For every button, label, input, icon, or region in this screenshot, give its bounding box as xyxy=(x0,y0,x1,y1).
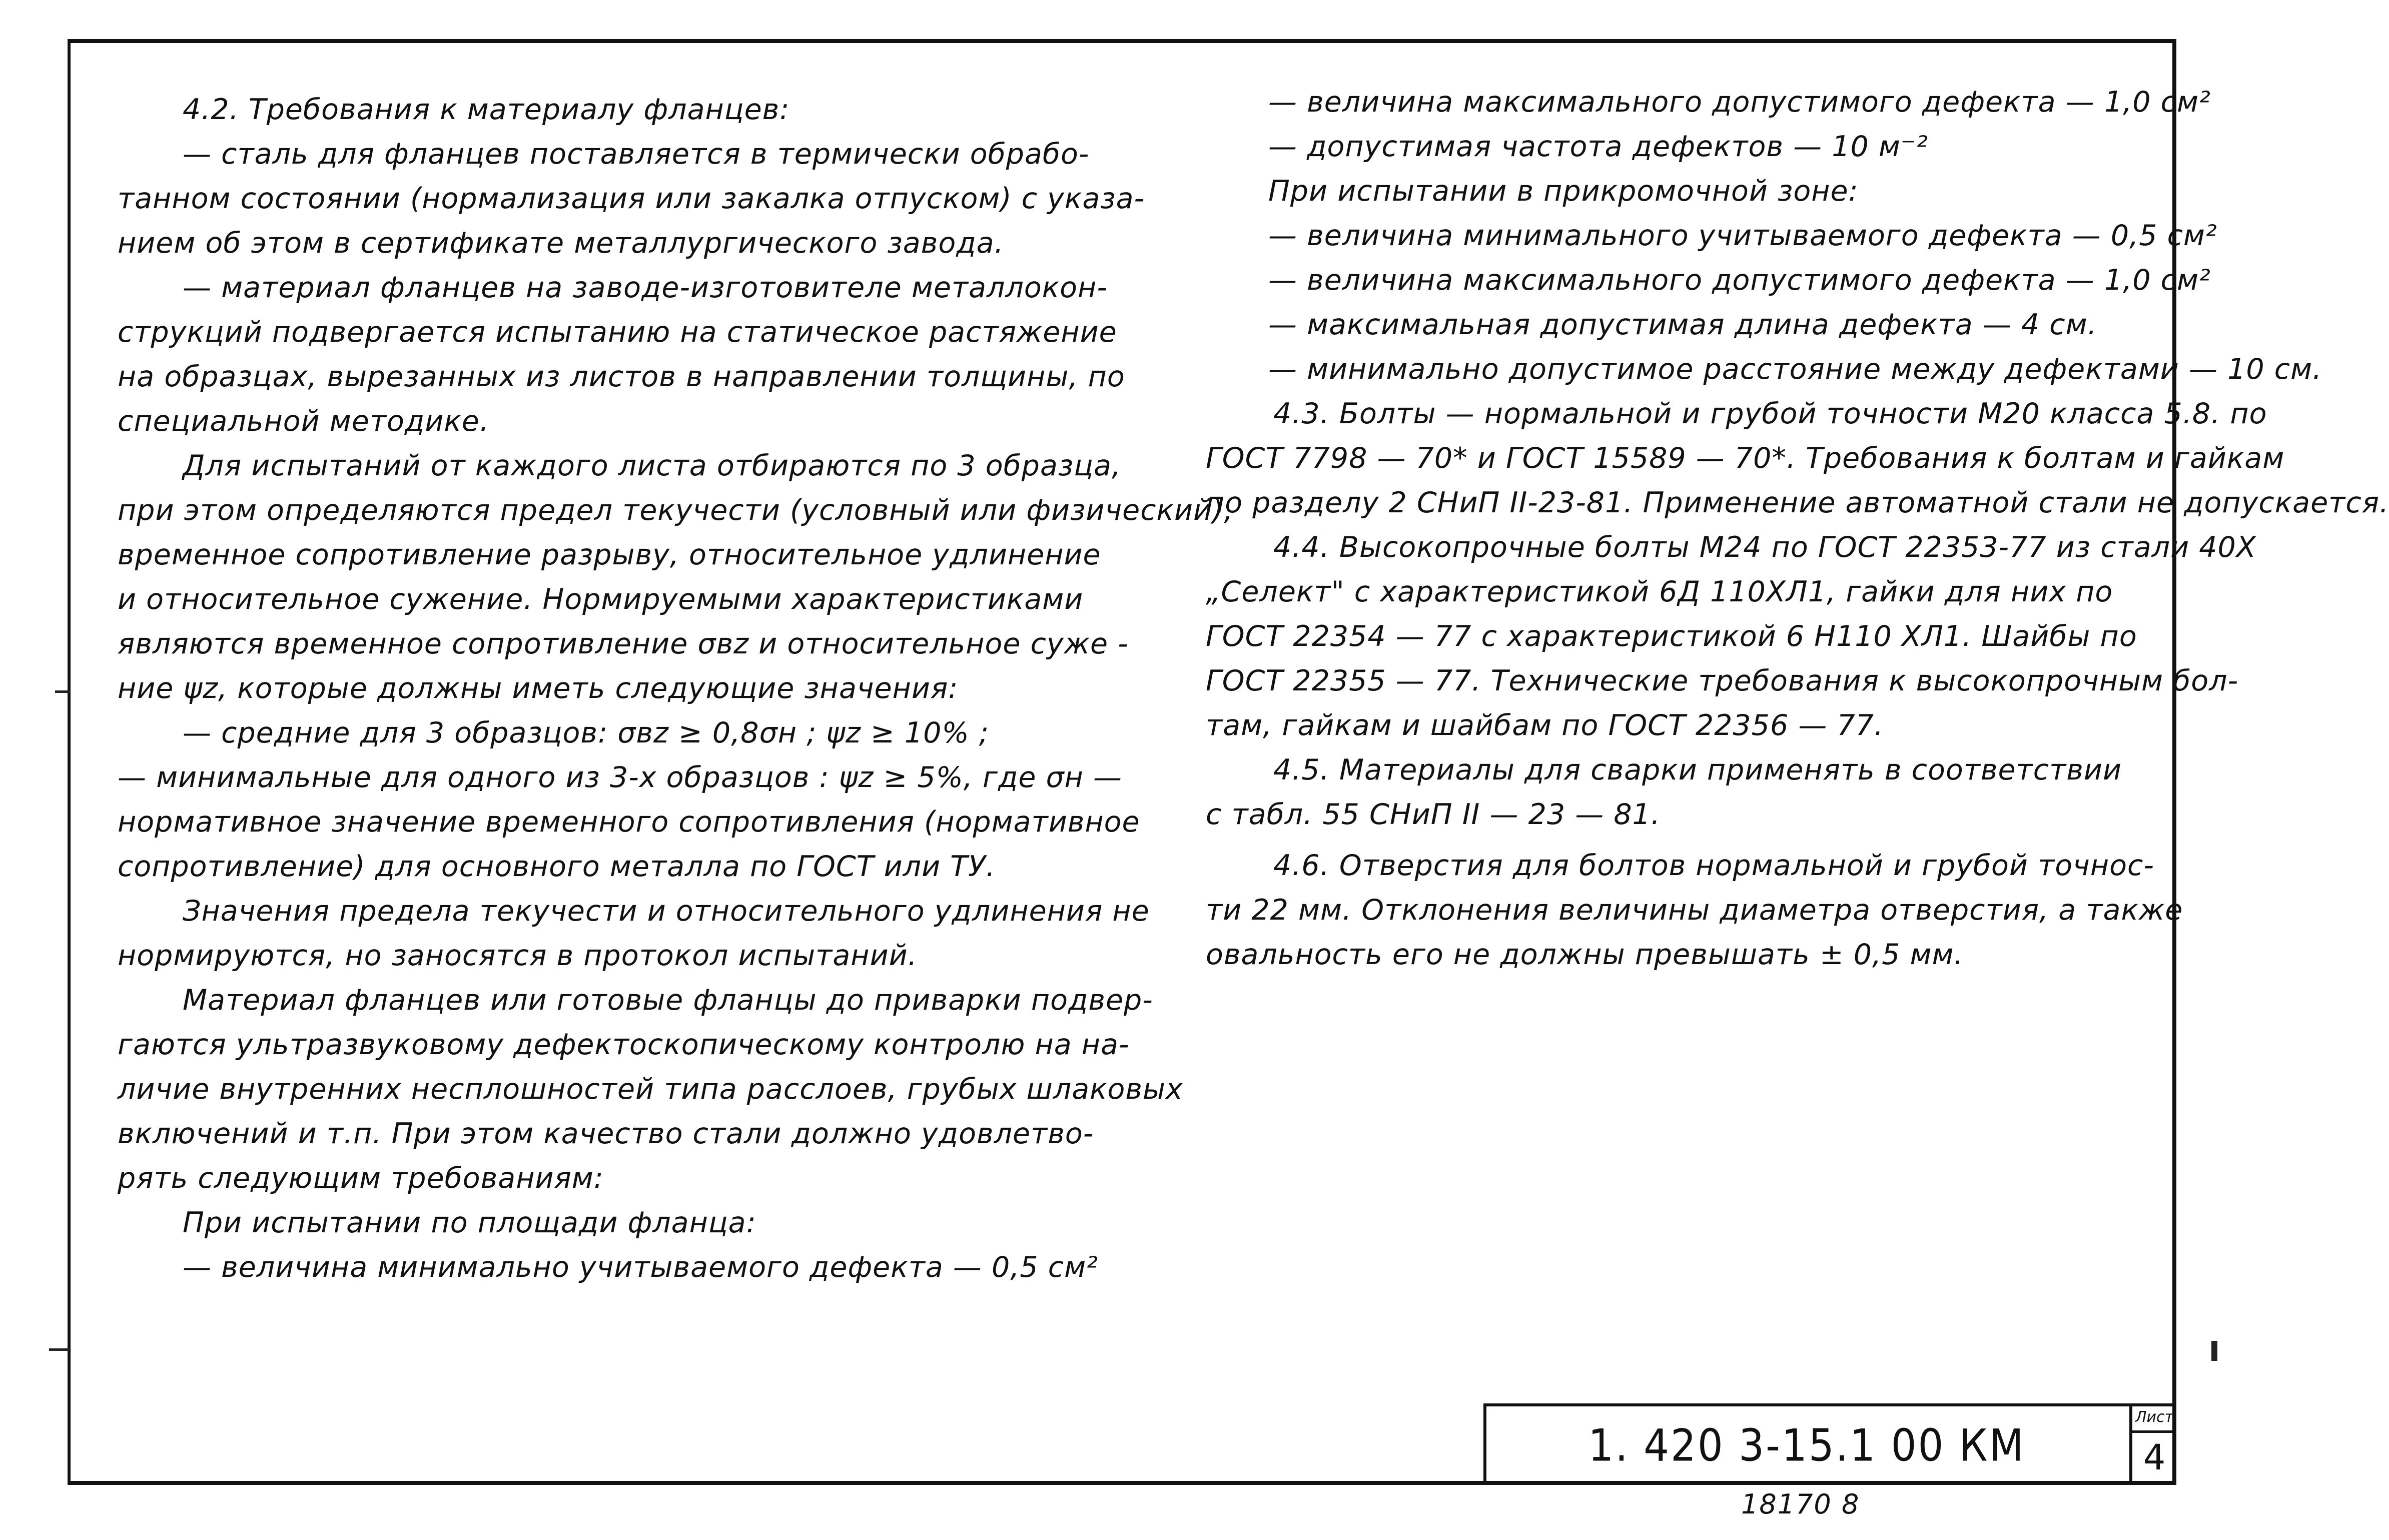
text-line: ние ψz, которые должны иметь следующие значения: xyxy=(118,672,959,705)
text-line: — минимально допустимое расстояние между дефектами — 10 см. xyxy=(1268,353,2322,386)
sheet-number: 4 xyxy=(2143,1437,2166,1478)
text-line: — сталь для фланцев поставляется в термически обрабо- xyxy=(183,138,1090,171)
text-line: с табл. 55 СНиП II — 23 — 81. xyxy=(1206,798,1661,831)
text-line: Значения предела текучести и относительного удлинения не xyxy=(183,895,1150,928)
text-line: танном состоянии (нормализация или закалка отпуском) с указа- xyxy=(118,182,1145,215)
right-text-column xyxy=(1206,80,2389,977)
text-line: — величина максимального допустимого дефекта — 1,0 см² xyxy=(1268,86,2211,119)
text-line: на образцах, вырезанных из листов в направлении толщины, по xyxy=(118,360,1125,393)
text-line: специальной методике. xyxy=(118,405,489,438)
inventory-number: 18170 8 xyxy=(1741,1488,1860,1520)
text-line: нием об этом в сертификате металлургического завода. xyxy=(118,227,1004,260)
text-line: — максимальная допустимая длина дефекта — 4 см. xyxy=(1268,308,2097,341)
text-line: гаются ультразвуковому дефектоскопическому контролю на на- xyxy=(118,1028,1130,1061)
text-line: 4.5. Материалы для сварки применять в соответствии xyxy=(1273,753,2122,787)
text-line: являются временное сопротивление σвz и относительное суже - xyxy=(118,627,1129,660)
text-line: временное сопротивление разрыву, относительное удлинение xyxy=(118,538,1101,571)
text-line: нормативное значение временного сопротивления (нормативное xyxy=(118,806,1140,839)
scan-mark xyxy=(2211,1341,2217,1361)
text-line: При испытании по площади фланца: xyxy=(183,1206,756,1239)
text-line: и относительное сужение. Нормируемыми характеристиками xyxy=(118,583,1084,616)
text-line: овальность его не должны превышать ± 0,5 мм. xyxy=(1206,938,1964,971)
text-line: — средние для 3 образцов: σвz ≥ 0,8σн ; ψz ≥ 10% ; xyxy=(183,716,989,749)
text-line: там, гайкам и шайбам по ГОСТ 22356 — 77. xyxy=(1206,709,1884,742)
text-line: — материал фланцев на заводе-изготовителе металлокон- xyxy=(183,271,1108,304)
scan-mark xyxy=(55,690,70,693)
text-line: 4.2. Требования к материалу фланцев: xyxy=(183,93,790,126)
text-line: — величина минимального учитываемого дефекта — 0,5 см² xyxy=(1268,219,2217,252)
text-line: нормируются, но заносятся в протокол испытаний. xyxy=(118,939,918,972)
document-code: 1. 420 3-15.1 00 КМ xyxy=(1588,1420,2025,1471)
text-line: 4.6. Отверстия для болтов нормальной и грубой точнос- xyxy=(1273,849,2154,882)
text-line: — величина минимально учитываемого дефекта — 0,5 см² xyxy=(183,1251,1098,1284)
text-line: Материал фланцев или готовые фланцы до приварки подвер- xyxy=(183,984,1153,1017)
scan-mark xyxy=(49,1348,69,1351)
text-line: — минимальные для одного из 3-х образцов : ψz ≥ 5%, где σн — xyxy=(118,761,1123,794)
sheet-label: Лист xyxy=(2132,1406,2176,1433)
text-line: — допустимая частота дефектов — 10 м⁻² xyxy=(1268,130,1928,163)
text-line: 4.4. Высокопрочные болты М24 по ГОСТ 22353-77 из стали 40Х xyxy=(1273,531,2256,564)
text-line: ГОСТ 22355 — 77. Технические требования к высокопрочным бол- xyxy=(1206,664,2239,697)
sheet-number-cell xyxy=(2129,1406,2176,1485)
text-line: рять следующим требованиям: xyxy=(118,1162,604,1195)
text-line: по разделу 2 СНиП II-23-81. Применение автоматной стали не допускается. xyxy=(1206,486,2389,519)
text-line: Для испытаний от каждого листа отбираются по 3 образца, xyxy=(183,449,1122,482)
text-line: При испытании в прикромочной зоне: xyxy=(1268,175,1859,208)
left-text-column xyxy=(118,88,1234,1290)
text-line: при этом определяются предел текучести (условный или физический), xyxy=(118,494,1234,527)
text-line: личие внутренних несплошностей типа расслоев, грубых шлаковых xyxy=(118,1073,1183,1106)
text-line: струкций подвергается испытанию на статическое растяжение xyxy=(118,316,1117,349)
text-line: 4.3. Болты — нормальной и грубой точности М20 класса 5.8. по xyxy=(1273,397,2267,430)
text-line: включений и т.п. При этом качество стали должно удовлетво- xyxy=(118,1117,1094,1150)
text-line: сопротивление) для основного металла по ГОСТ или ТУ. xyxy=(118,850,996,883)
text-line: ти 22 мм. Отклонения величины диаметра отверстия, а также xyxy=(1206,894,2183,927)
text-line: ГОСТ 7798 — 70* и ГОСТ 15589 — 70*. Требования к болтам и гайкам xyxy=(1206,442,2285,475)
text-line: — величина максимального допустимого дефекта — 1,0 см² xyxy=(1268,264,2211,297)
text-line: ГОСТ 22354 — 77 с характеристикой 6 Н110 ХЛ1. Шайбы по xyxy=(1206,620,2137,653)
text-line: „Селект" с характеристикой 6Д 110ХЛ1, гайки для них по xyxy=(1206,575,2113,608)
title-block xyxy=(1483,1403,2176,1485)
